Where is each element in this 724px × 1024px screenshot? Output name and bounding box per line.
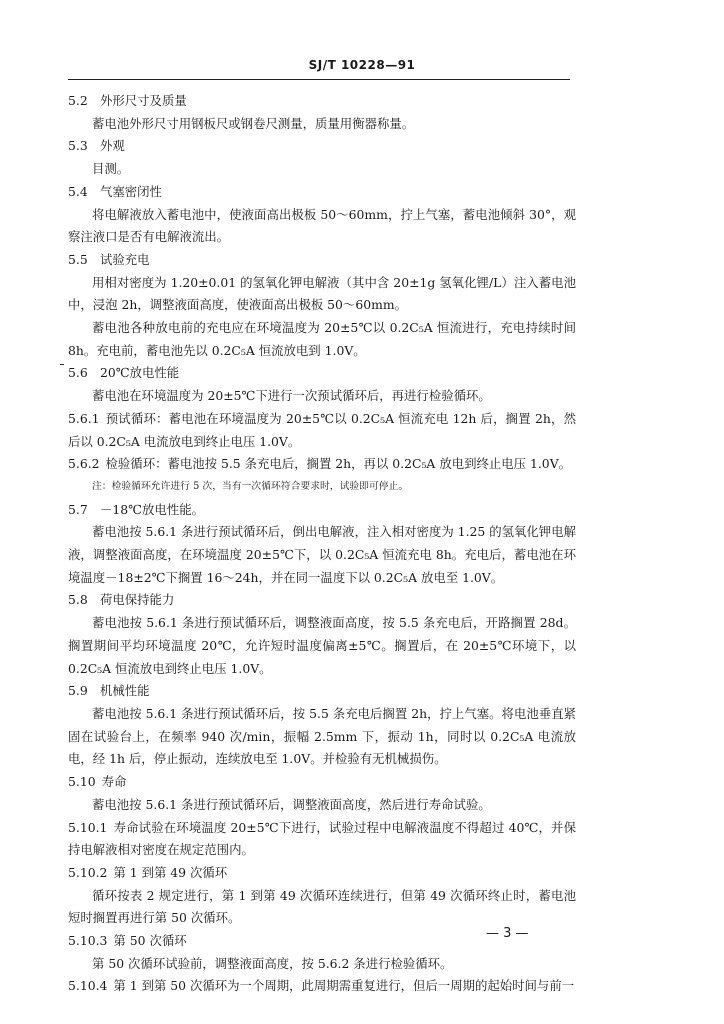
- section-number: 5.5: [68, 251, 88, 267]
- numbered-clause: [68, 453, 576, 476]
- body-paragraph: 将电解液放入蓄电池中，使液面高出极板 50～60mm，拧上气塞，蓄电池倾斜 30°，观察注液口是否有电解液流出。: [68, 206, 576, 245]
- section-title: 第 50 次循环: [113, 933, 187, 949]
- section-heading: [68, 771, 576, 794]
- body-paragraph: 蓄电池在环境温度为 20±5℃下进行一次预试循环后，再进行检验循环。: [92, 388, 491, 404]
- section-number: 5.10.3: [68, 933, 108, 949]
- section-heading: [68, 589, 576, 612]
- section-title: 荷电保持能力: [100, 592, 175, 608]
- section-number: 5.8: [68, 592, 88, 608]
- margin-mark: [60, 364, 64, 365]
- clause-number: 5.6.1: [68, 410, 100, 426]
- header-rule: [68, 79, 570, 80]
- clause-text: 第 1 到第 50 次循环为一个周期，此周期需重复进行，但后一周期的起始时间与前一: [113, 978, 575, 994]
- section-title: 20℃放电性能: [100, 365, 180, 381]
- section-heading: [68, 680, 576, 703]
- body-paragraph: 蓄电池按 5.6.1 条进行预试循环后，倒出电解液，注入相对密度为 1.25 的氢氧化钾电解液，调整液面高度，在环境温度 20±5℃下，以 0.2C₅A 恒流充电 8h。充电后，蓄电池在环境温度－18±2℃下搁置 16～24h，并在同一温度下以 0.2C₅A 放电至 1.0V。: [68, 524, 576, 585]
- section-title: 试验充电: [100, 251, 150, 267]
- section-heading: [68, 181, 576, 204]
- clause-number: 5.10.4: [68, 978, 108, 994]
- section-title: 第 1 到第 49 次循环: [113, 864, 228, 880]
- section-number: 5.2: [68, 93, 88, 108]
- body-paragraph: 蓄电池按 5.6.1 条进行预试循环后，调整液面高度，按 5.5 条充电后，开路搁置 28d。搁置期间平均环境温度 20℃，允许短时温度偏离±5℃。搁置后，在 20±5℃环境下，以 0.2C₅A 恒流放电到终止电压 1.0V。: [68, 615, 576, 676]
- section-number: 5.6: [68, 365, 88, 381]
- section-heading: [68, 862, 576, 885]
- body-paragraph: 蓄电池按 5.6.1 条进行预试循环后，按 5.5 条充电后搁置 2h，拧上气塞。将电池垂直紧固在试验台上，在频率 940 次/min，振幅 2.5mm 下，振动 1h，同时以 0.2C₅A 电流放电，经 1h 后，停止振动，连续放电至 1.0V。并检验有无机械损伤。: [68, 705, 576, 767]
- note-text: 注：检验循环允许进行 5 次，当有一次循环符合要求时，试验即可停止。: [92, 480, 409, 492]
- clause-number: 5.10.1: [68, 819, 108, 835]
- section-heading: [68, 499, 576, 522]
- section-heading: [68, 249, 576, 272]
- section-title: 外形尺寸及质量: [100, 93, 187, 108]
- numbered-clause: [68, 408, 576, 453]
- section-number: 5.7: [68, 501, 88, 517]
- page-number: — 3 —: [486, 926, 529, 941]
- body-paragraph: 蓄电池按 5.6.1 条进行预试循环后，调整液面高度，然后进行寿命试验。: [92, 796, 491, 812]
- clause-text: 预试循环：蓄电池在环境温度为 20±5℃以 0.2C₅A 恒流充电 12h 后，搁置 2h，然后以 0.2C₅A 电流放电到终止电压 1.0V。: [68, 410, 576, 449]
- standard-number-header: SJ/T 10228—91: [308, 58, 416, 72]
- section-title: 机械性能: [100, 683, 150, 699]
- document-body: [68, 90, 576, 998]
- clause-text: 检验循环：蓄电池按 5.5 条充电后，搁置 2h，再以 0.2C₅A 放电到终止电压 1.0V。: [105, 456, 572, 472]
- section-heading: [68, 135, 576, 158]
- body-paragraph: 蓄电池外形尺寸用钢板尺或钢卷尺测量，质量用衡器称量。: [92, 115, 415, 131]
- section-title: 气塞密闭性: [100, 183, 162, 199]
- body-paragraph: 第 50 次循环试验前，调整液面高度，按 5.6.2 条进行检验循环。: [92, 955, 453, 971]
- section-number: 5.9: [68, 683, 88, 699]
- section-title: 外观: [100, 138, 125, 154]
- section-number: 5.4: [68, 183, 88, 199]
- body-paragraph: 循环按表 2 规定进行，第 1 到第 49 次循环连续进行，但第 49 次循环终止时，蓄电池短时搁置再进行第 50 次循环。: [68, 887, 576, 926]
- body-paragraph: 蓄电池各种放电前的充电应在环境温度为 20±5℃以 0.2C₅A 恒流进行，充电持续时间 8h。充电前，蓄电池先以 0.2C₅A 恒流放电到 1.0V。: [68, 320, 576, 358]
- numbered-clause: [68, 817, 576, 862]
- section-title: 寿命: [101, 774, 127, 790]
- section-number: 5.3: [68, 138, 88, 154]
- section-title: －18℃放电性能。: [100, 501, 204, 517]
- section-number: 5.10: [68, 774, 96, 790]
- clause-text: 寿命试验在环境温度 20±5℃下进行，试验过程中电解液温度不得超过 40℃，并保持电解液相对密度在规定范围内。: [68, 819, 576, 858]
- clause-number: 5.6.2: [68, 456, 100, 472]
- body-paragraph: 用相对密度为 1.20±0.01 的氢氧化钾电解液（其中含 20±1g 氢氧化锂/L）注入蓄电池中，浸泡 2h，调整液面高度，使液面高出极板 50～60mm。: [68, 274, 576, 313]
- numbered-clause: [68, 975, 576, 998]
- section-heading: [68, 90, 576, 113]
- section-number: 5.10.2: [68, 864, 108, 880]
- body-paragraph: 目测。: [92, 161, 130, 177]
- section-heading: [68, 362, 576, 385]
